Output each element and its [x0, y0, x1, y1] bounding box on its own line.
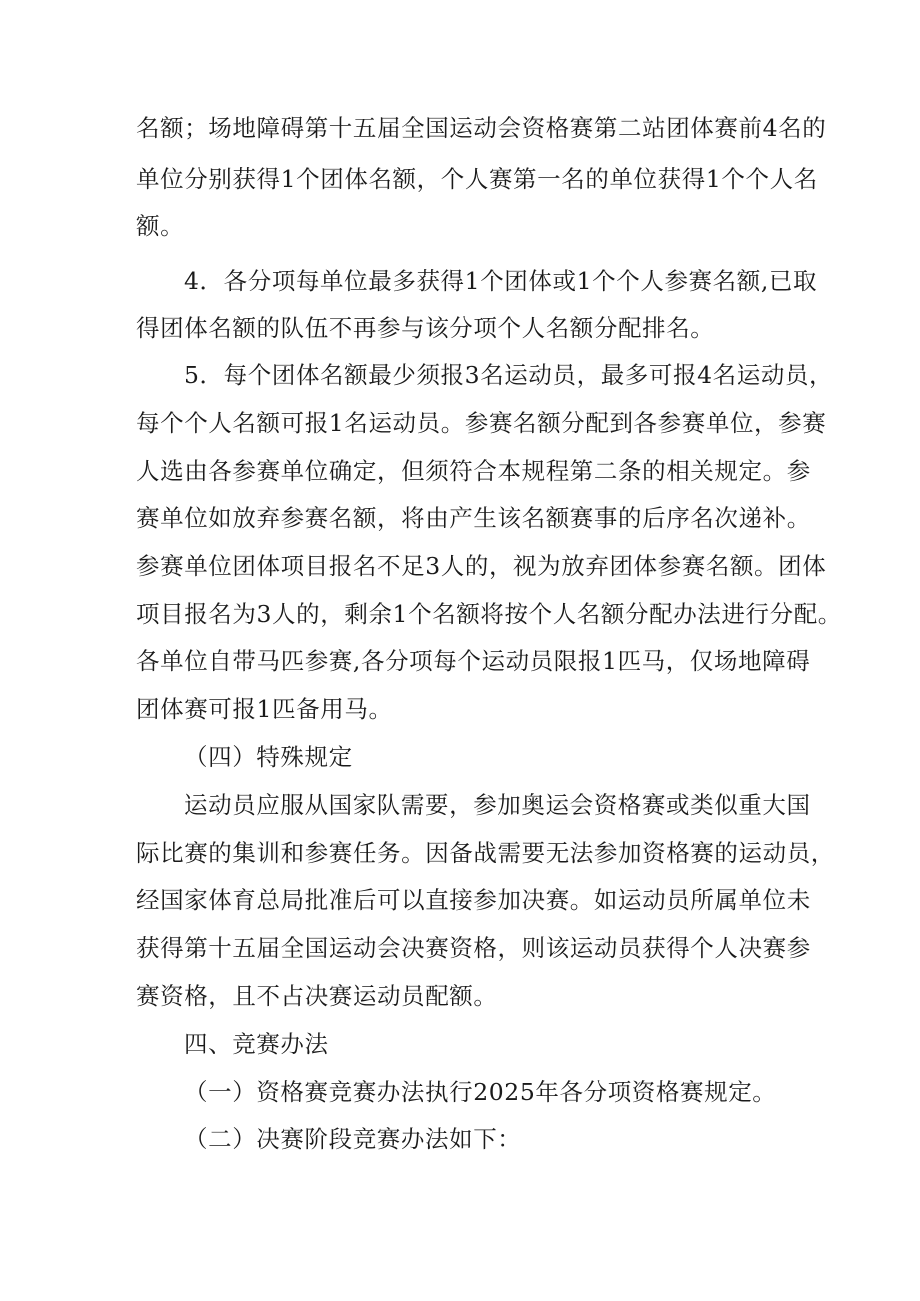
text-line: 名额；场地障碍第十五届全国运动会资格赛第二站团体赛前4名的	[136, 114, 827, 142]
text-line: 人选由各参赛单位确定，但须符合本规程第二条的相关规定。参	[136, 457, 811, 485]
text-line: 获得第十五届全国运动会决赛资格，则该运动员获得个人决赛参	[136, 934, 811, 962]
text-line: 每个个人名额可报1名运动员。参赛名额分配到各参赛单位，参赛	[136, 409, 827, 437]
text-line: 各单位自带马匹参赛,各分项每个运动员限报1匹马，仅场地障碍	[136, 647, 811, 675]
section-heading: （四）特殊规定	[184, 743, 353, 771]
text-line: 5．每个团体名额最少须报3名运动员，最多可报4名运动员，	[184, 361, 834, 389]
text-line: 赛单位如放弃参赛名额，将由产生该名额赛事的后序名次递补。	[136, 504, 811, 532]
text-line: 运动员应服从国家队需要，参加奥运会资格赛或类似重大国	[184, 791, 811, 819]
text-line: 际比赛的集训和参赛任务。因备战需要无法参加资格赛的运动员，	[136, 839, 835, 867]
text-line: 项目报名为3人的，剩余1个名额将按个人名额分配办法进行分配。	[136, 600, 842, 628]
text-line: 额。	[136, 212, 185, 240]
text-line: 团体赛可报1匹备用马。	[136, 695, 393, 723]
text-line: 赛资格，且不占决赛运动员配额。	[136, 982, 498, 1010]
section-heading: 四、竞赛办法	[184, 1030, 329, 1058]
text-line: 得团体名额的队伍不再参与该分项个人名额分配排名。	[136, 314, 715, 342]
text-line: 参赛单位团体项目报名不足3人的，视为放弃团体参赛名额。团体	[136, 552, 827, 580]
text-line: （二）决赛阶段竞赛办法如下：	[184, 1125, 522, 1153]
text-line: （一）资格赛竞赛办法执行2025年各分项资格赛规定。	[184, 1078, 777, 1106]
text-line: 单位分别获得1个团体名额，个人赛第一名的单位获得1个个人名	[136, 165, 818, 193]
text-line: 经国家体育总局批准后可以直接参加决赛。如运动员所属单位未	[136, 886, 811, 914]
text-line: 4．各分项每单位最多获得1个团体或1个个人参赛名额,已取	[184, 267, 818, 295]
